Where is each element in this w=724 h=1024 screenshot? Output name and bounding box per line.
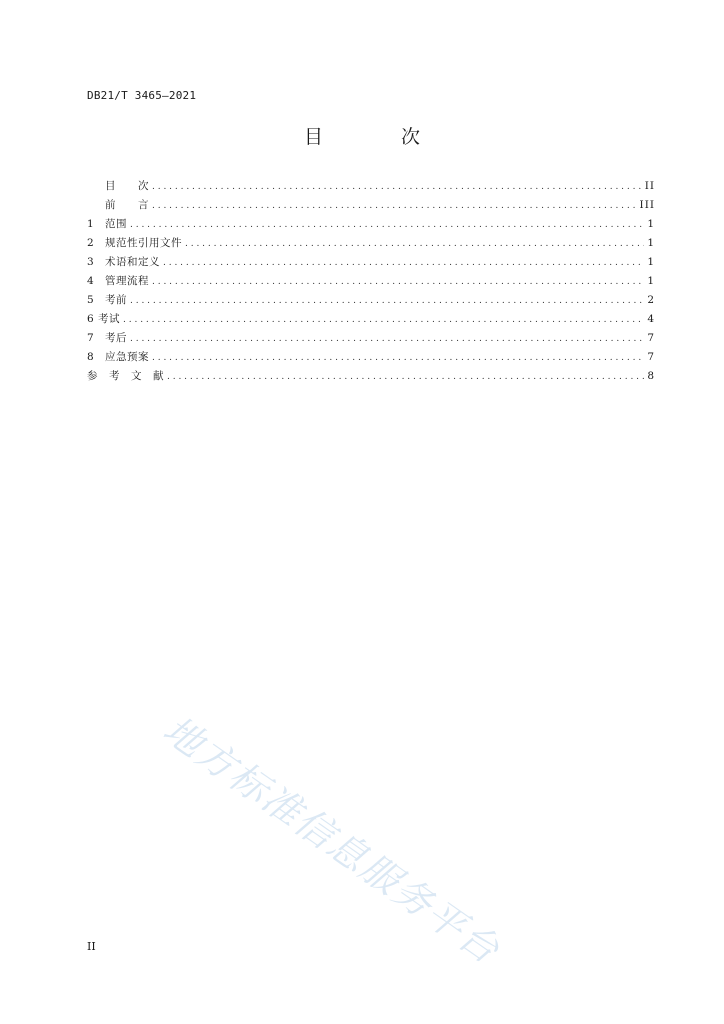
toc-leader-dots <box>185 235 644 254</box>
toc-leader-dots <box>130 330 644 349</box>
toc-entry[interactable] <box>87 272 655 291</box>
toc-entry-page: II <box>644 180 655 192</box>
toc-leader-dots <box>130 292 644 311</box>
toc-entry-title: 前 言 <box>105 199 149 211</box>
toc-leader-dots <box>152 273 644 292</box>
toc-entry-page: 1 <box>647 275 655 287</box>
toc-entry-label <box>87 253 160 272</box>
toc-entry[interactable] <box>87 177 655 196</box>
toc-entry-title: 目 次 <box>105 180 149 192</box>
toc-entry[interactable] <box>87 234 655 253</box>
toc-leader-dots <box>152 178 642 197</box>
toc-entry[interactable] <box>87 291 655 310</box>
toc-entry-title: 范围 <box>105 218 127 230</box>
toc-leader-dots <box>130 216 644 235</box>
toc-entry-title: 考前 <box>105 294 127 306</box>
toc-entry[interactable] <box>87 253 655 272</box>
toc-entry-number: 4 <box>87 275 95 287</box>
toc-entry-number: 7 <box>87 332 95 344</box>
toc-entry-title: 考后 <box>105 332 127 344</box>
toc-entry-page: 7 <box>647 332 655 344</box>
page-title: 目 次 <box>303 126 457 148</box>
toc-entry-number: 8 <box>87 351 95 363</box>
toc-entry-title: 6 考试 <box>87 313 121 325</box>
toc-entry[interactable] <box>87 196 655 215</box>
toc-entry-page: 2 <box>647 294 655 306</box>
toc-entry-number: 1 <box>87 218 95 230</box>
toc-entry[interactable] <box>87 310 655 329</box>
toc-leader-dots <box>152 349 644 368</box>
toc-entry-title: 参 考 文 献 <box>87 370 164 382</box>
toc-entry-label <box>87 310 120 329</box>
toc-leader-dots <box>123 311 644 330</box>
toc-entry[interactable] <box>87 348 655 367</box>
toc-entry-page: 1 <box>647 218 655 230</box>
toc-entry-page: 7 <box>647 351 655 363</box>
toc-leader-dots <box>152 197 637 216</box>
toc-entry-label <box>87 291 127 310</box>
toc-entry-title: 术语和定义 <box>105 256 160 268</box>
toc-entry[interactable] <box>87 367 655 386</box>
toc-entry-page: 4 <box>647 313 655 325</box>
toc-entry-number: 5 <box>87 294 95 306</box>
toc-entry-label <box>87 329 127 348</box>
toc-entry-label <box>87 215 127 234</box>
toc-entry-number: 2 <box>87 237 95 249</box>
toc-entry-page: 8 <box>647 370 655 382</box>
toc-entry-label <box>87 367 164 386</box>
toc-entry[interactable] <box>87 329 655 348</box>
toc-leader-dots <box>163 254 644 273</box>
table-of-contents <box>87 177 655 386</box>
toc-entry-label <box>87 177 149 196</box>
watermark-text: 地方标准信息服务平台 <box>155 707 509 973</box>
toc-entry-page: 1 <box>647 237 655 249</box>
toc-entry-label <box>87 196 149 215</box>
toc-entry-page: III <box>639 199 655 211</box>
toc-entry[interactable] <box>87 215 655 234</box>
document-code: DB21/T 3465—2021 <box>87 89 197 102</box>
toc-entry-title: 应急预案 <box>105 351 149 363</box>
toc-leader-dots <box>167 368 644 387</box>
toc-entry-label <box>87 348 149 367</box>
toc-entry-number: 3 <box>87 256 95 268</box>
toc-entry-title: 管理流程 <box>105 275 149 287</box>
toc-entry-label <box>87 234 182 253</box>
toc-entry-label <box>87 272 149 291</box>
toc-entry-page: 1 <box>647 256 655 268</box>
toc-entry-title: 规范性引用文件 <box>105 237 182 249</box>
page-number: II <box>87 940 96 953</box>
